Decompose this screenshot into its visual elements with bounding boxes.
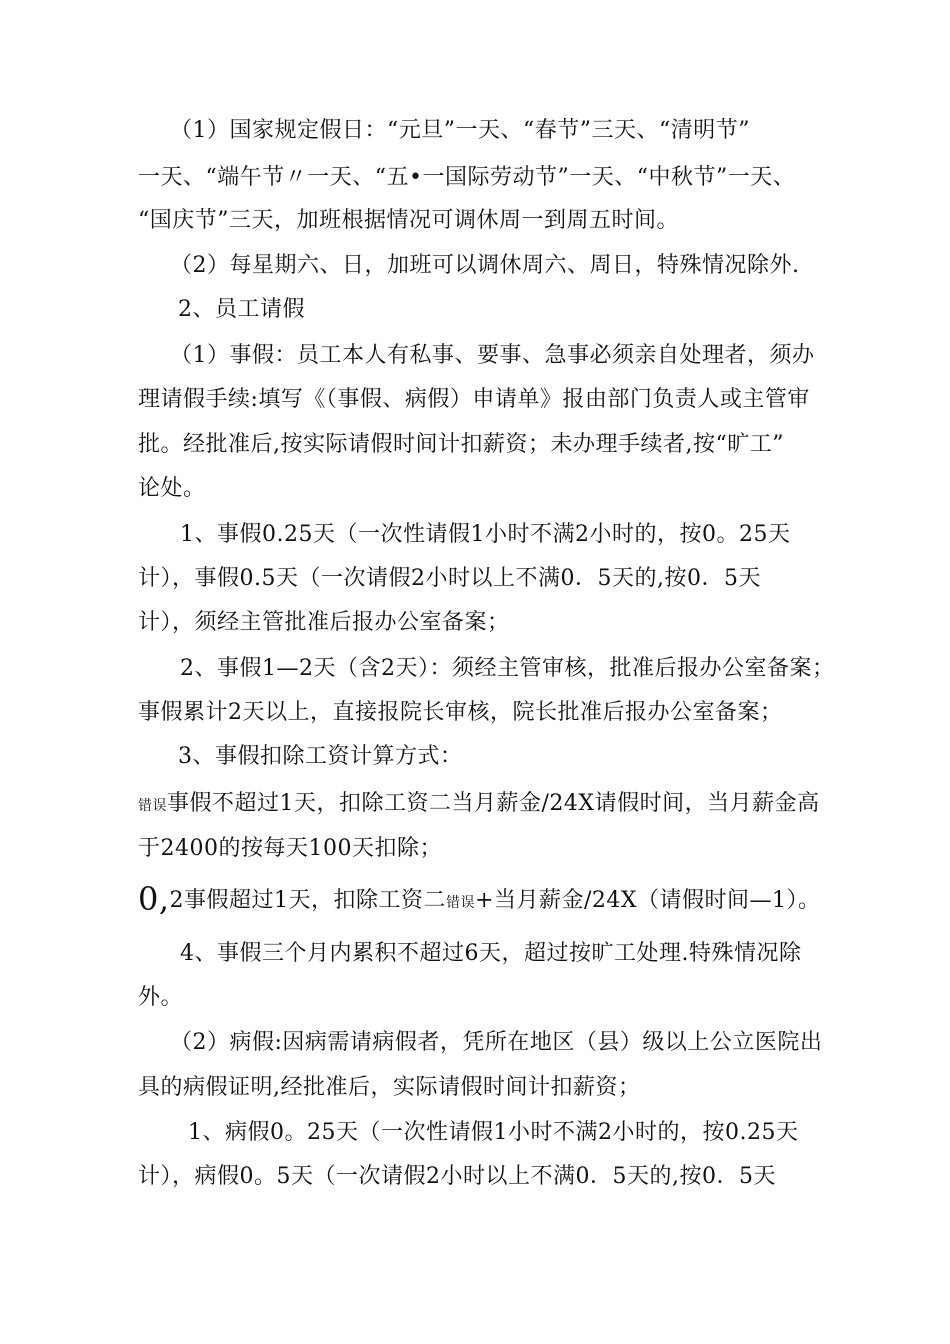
paragraph-line: 1、病假0。25天（一次性请假1小时不满2小时的，按0.25天 <box>188 1120 799 1145</box>
error-marker: 错误 <box>446 895 476 911</box>
paragraph-line: “国庆节”三天，加班根据情况可调休周一到周五时间。 <box>138 208 679 233</box>
paragraph-text: 事假不超过1天，扣除工资二当月薪金/24X请假时间，当月薪金高 <box>167 791 820 816</box>
paragraph-line: 外。 <box>138 985 184 1010</box>
paragraph-line: 论处。 <box>138 476 206 501</box>
paragraph-line: 计），须经主管批准后报办公室备案； <box>138 610 510 635</box>
paragraph-line: 计），事假0.5天（一次请假2小时以上不满0．5天的,按0．5天 <box>138 566 761 591</box>
paragraph-line: 批。经批准后,按实际请假时间计扣薪资；未办理手续者,按“旷工” <box>138 432 784 457</box>
paragraph-line: （2）每星期六、日，加班可以调休周六、周日，特殊情况除外. <box>170 253 800 278</box>
paragraph-line <box>138 790 820 820</box>
paragraph-line <box>138 880 821 918</box>
paragraph-line: 理请假手续:填写《（事假、病假）申请单》报由部门负责人或主管审 <box>138 387 810 412</box>
paragraph-line: 计），病假0。5天（一次请假2小时以上不满0．5天的,按0．5天 <box>138 1164 776 1189</box>
section-heading: 2、员工请假 <box>178 297 305 322</box>
paragraph-text: +当月薪金/24X（请假时间—1）。 <box>475 888 821 913</box>
paragraph-line: 一天、“端午节〃一天、“五•一国际劳动节”一天、“中秋节”一天、 <box>138 165 796 190</box>
error-marker: 错误 <box>138 798 167 814</box>
big-prefix: 0, <box>138 880 170 918</box>
paragraph-line: 2、事假1—2天（含2天）：须经主管审核，批准后报办公室备案； <box>180 656 835 681</box>
paragraph-line: 3、事假扣除工资计算方式： <box>178 744 463 769</box>
paragraph-text: 2事假超过1天，扣除工资二 <box>169 888 447 913</box>
paragraph-line: 于2400的按每天100天扣除； <box>138 836 442 861</box>
paragraph-line: 1、事假0.25天（一次性请假1小时不满2小时的，按0。25天 <box>180 522 791 547</box>
paragraph-line: （1）国家规定假日：“元旦”一天、“春节”三天、“清明节” <box>170 118 750 143</box>
paragraph-line: 4、事假三个月内累积不超过6天，超过按旷工处理.特殊情况除 <box>180 941 802 966</box>
paragraph-line: 具的病假证明,经批准后，实际请假时间计扣薪资； <box>138 1075 641 1100</box>
paragraph-line: （1）事假：员工本人有私事、要事、急事必须亲自处理者，须办 <box>170 343 815 368</box>
paragraph-line: （2）病假:因病需请病假者，凭所在地区（县）级以上公立医院出 <box>170 1030 823 1055</box>
paragraph-line: 事假累计2天以上，直接报院长审核，院长批准后报办公室备案； <box>138 700 783 725</box>
